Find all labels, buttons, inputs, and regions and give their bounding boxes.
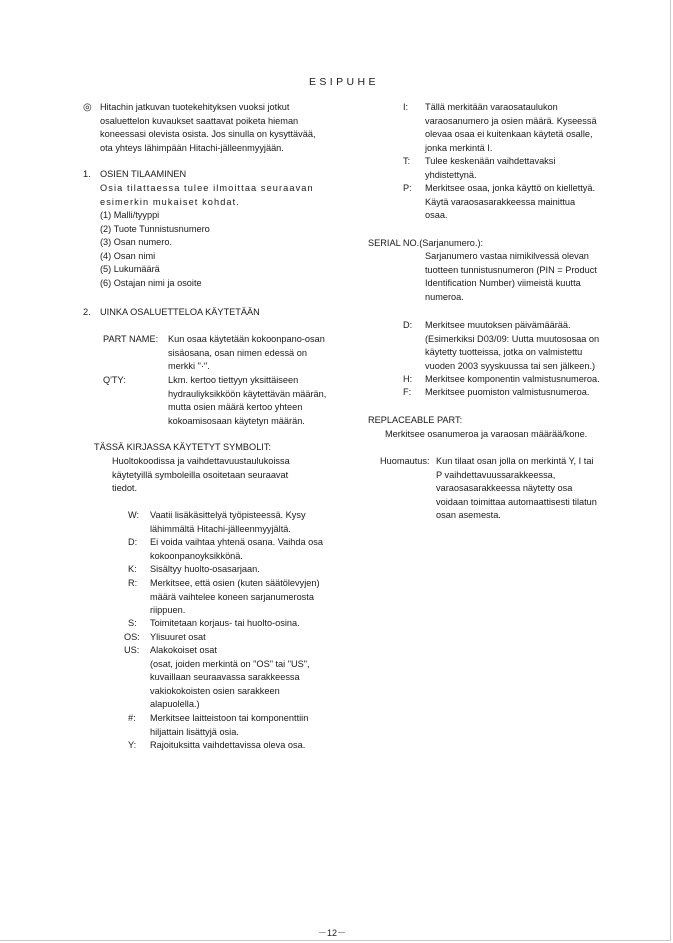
symbol-hash: #: Merkitsee laitteistoon tai komponenttiin hiljattain lisättyjä osia.: [128, 713, 309, 737]
symbols-intro: Huoltokoodissa ja vaihdettavuustaulukoissa käytetyillä symboleilla osoitetaan seuraavat tiedot.: [112, 456, 290, 494]
page-number: －12－: [318, 928, 347, 938]
intro-paragraph: Hitachin jatkuvan tuotekehityksen vuoksi jotkut osaluettelon kuvaukset saattavat poiketa hieman koneessasi olevista osista. Jos sinulla on kysyttävää, ota yhteys lähimpään Hitachi-jälleenmyyjään.: [100, 102, 316, 153]
serial-f: F: Merkitsee puomiston valmistusnumeroa.: [403, 386, 589, 400]
symbol-code: W:: [128, 510, 140, 520]
section-2-number: 2.: [83, 307, 91, 317]
symbol-code: S:: [128, 618, 137, 628]
qty-label: Q'TY:: [103, 375, 126, 385]
symbols-heading: TÄSSÄ KIRJASSA KÄYTETYT SYMBOLIT:: [94, 442, 271, 452]
list-item: (3) Osan numero.: [100, 237, 172, 248]
symbol-w: W: Vaatii lisäkäsittelyä työpisteessä. Kysy lähimmältä Hitachi-jälleenmyyjältä.: [128, 510, 306, 534]
symbol-code: R:: [128, 578, 138, 588]
symbol-code: #:: [128, 713, 136, 723]
symbol-code: F:: [403, 387, 412, 397]
symbol-t: T: Tulee keskenään vaihdettavaksi yhdistettynä.: [403, 156, 556, 180]
symbol-code: H:: [403, 374, 413, 384]
serial-description: Sarjanumero vastaa nimikilvessä olevan tuotteen tunnistusnumeron (PIN = Product Identification Number) viimeistä kuutta numeroa.: [425, 251, 597, 302]
serial-heading: SERIAL NO.(Sarjanumero.):: [368, 238, 484, 248]
symbol-code: I:: [403, 102, 409, 112]
symbol-code: D:: [128, 537, 138, 547]
section-2-heading: UINKA OSALUETTELOA KÄYTETÄÄN: [100, 307, 260, 317]
symbol-code: P:: [403, 183, 412, 193]
symbol-r: R: Merkitsee, että osien (kuten säätölevyjen) määrä vaihtelee koneen sarjanumerosta riippuen.: [128, 578, 320, 616]
symbol-i: I: Tällä merkitään varaosataulukon varaosanumero ja osien määrä. Kyseessä olevaa osaa ei kuitenkaan käytetä osalle, jonka merkintä I.: [403, 102, 597, 153]
serial-d: D: Merkitsee muutoksen päivämäärää. (Esimerkiksi D03/09: Uutta muutososaa on käytetty tuotteissa, jotka on valmistettu vuoden 2003 syyskuussa tai sen jälkeen.): [403, 320, 600, 371]
symbol-p: P: Merkitsee osaa, jonka käyttö on kiellettyä. Käytä varaosasarakkeessa mainittua osaa.: [403, 183, 596, 221]
symbol-code: T:: [403, 156, 411, 166]
symbol-code: D:: [403, 320, 413, 330]
list-item: (6) Ostajan nimi ja osoite: [100, 277, 202, 288]
list-item: (4) Osan nimi: [100, 250, 156, 261]
note-label: Huomautus:: [380, 456, 430, 466]
section-1-text: Osia tilattaessa tulee ilmoittaa seuraavan esimerkin mukaiset kohdat.: [100, 183, 314, 207]
section-1-number: 1.: [83, 169, 91, 179]
symbol-s: S: Toimitetaan korjaus- tai huolto-osina.: [128, 617, 300, 631]
replaceable-heading: REPLACEABLE PART:: [368, 415, 463, 425]
list-item: (2) Tuote Tunnistusnumero: [100, 223, 210, 234]
symbol-d: D: Ei voida vaihtaa yhtenä osana. Vaihda osa kokoonpanoyksikkönä.: [128, 537, 323, 561]
symbol-y: Y: Rajoituksitta vaihdettavissa oleva osa.: [128, 739, 305, 753]
page-title: ESIPUHE: [309, 76, 379, 88]
part-name-description: Kun osaa käytetään kokoonpano-osan sisäosana, osan nimen edessä on merkki "·".: [168, 334, 325, 372]
list-item: (5) Lukumäärä: [100, 264, 160, 275]
note-text: Kun tilaat osan jolla on merkintä Y, I tai P vaihdettavuussarakkeessa, varaosasarakkeessa näytetty osa voidaan toimittaa automaattisesti tilatun osan asemesta.: [436, 456, 597, 521]
symbol-code: US:: [124, 645, 140, 655]
symbol-us: US: Alakokoiset osat (osat, joiden merkintä on "OS" tai "US", kuvaillaan seuraavassa sarakkeessa vakiokokoisten osien sarakkeen alapuolella.): [124, 645, 310, 710]
symbol-os: OS: Ylisuuret osat: [128, 631, 206, 645]
circle-symbol-icon: ◎: [83, 102, 92, 113]
symbol-code: OS:: [124, 632, 140, 642]
symbol-k: K: Sisältyy huolto-osasarjaan.: [128, 563, 260, 577]
symbol-code: K:: [128, 564, 137, 574]
replaceable-description: Merkitsee osanumeroa ja varaosan määrää/kone.: [385, 429, 588, 439]
section-1-list: [100, 209, 210, 291]
qty-description: Lkm. kertoo tiettyyn yksittäiseen hydrauliyksikköön käytettävän määrän, mutta osien määrä kertoo yhteen kokoamisosaan käytetyn määrän.: [168, 375, 327, 426]
list-item: (1) Malli/tyyppi: [100, 210, 160, 220]
symbol-code: Y:: [128, 740, 137, 750]
serial-h: H: Merkitsee komponentin valmistusnumeroa.: [403, 373, 600, 387]
section-1-heading: OSIEN TILAAMINEN: [100, 169, 187, 179]
part-name-label: PART NAME:: [103, 334, 159, 344]
